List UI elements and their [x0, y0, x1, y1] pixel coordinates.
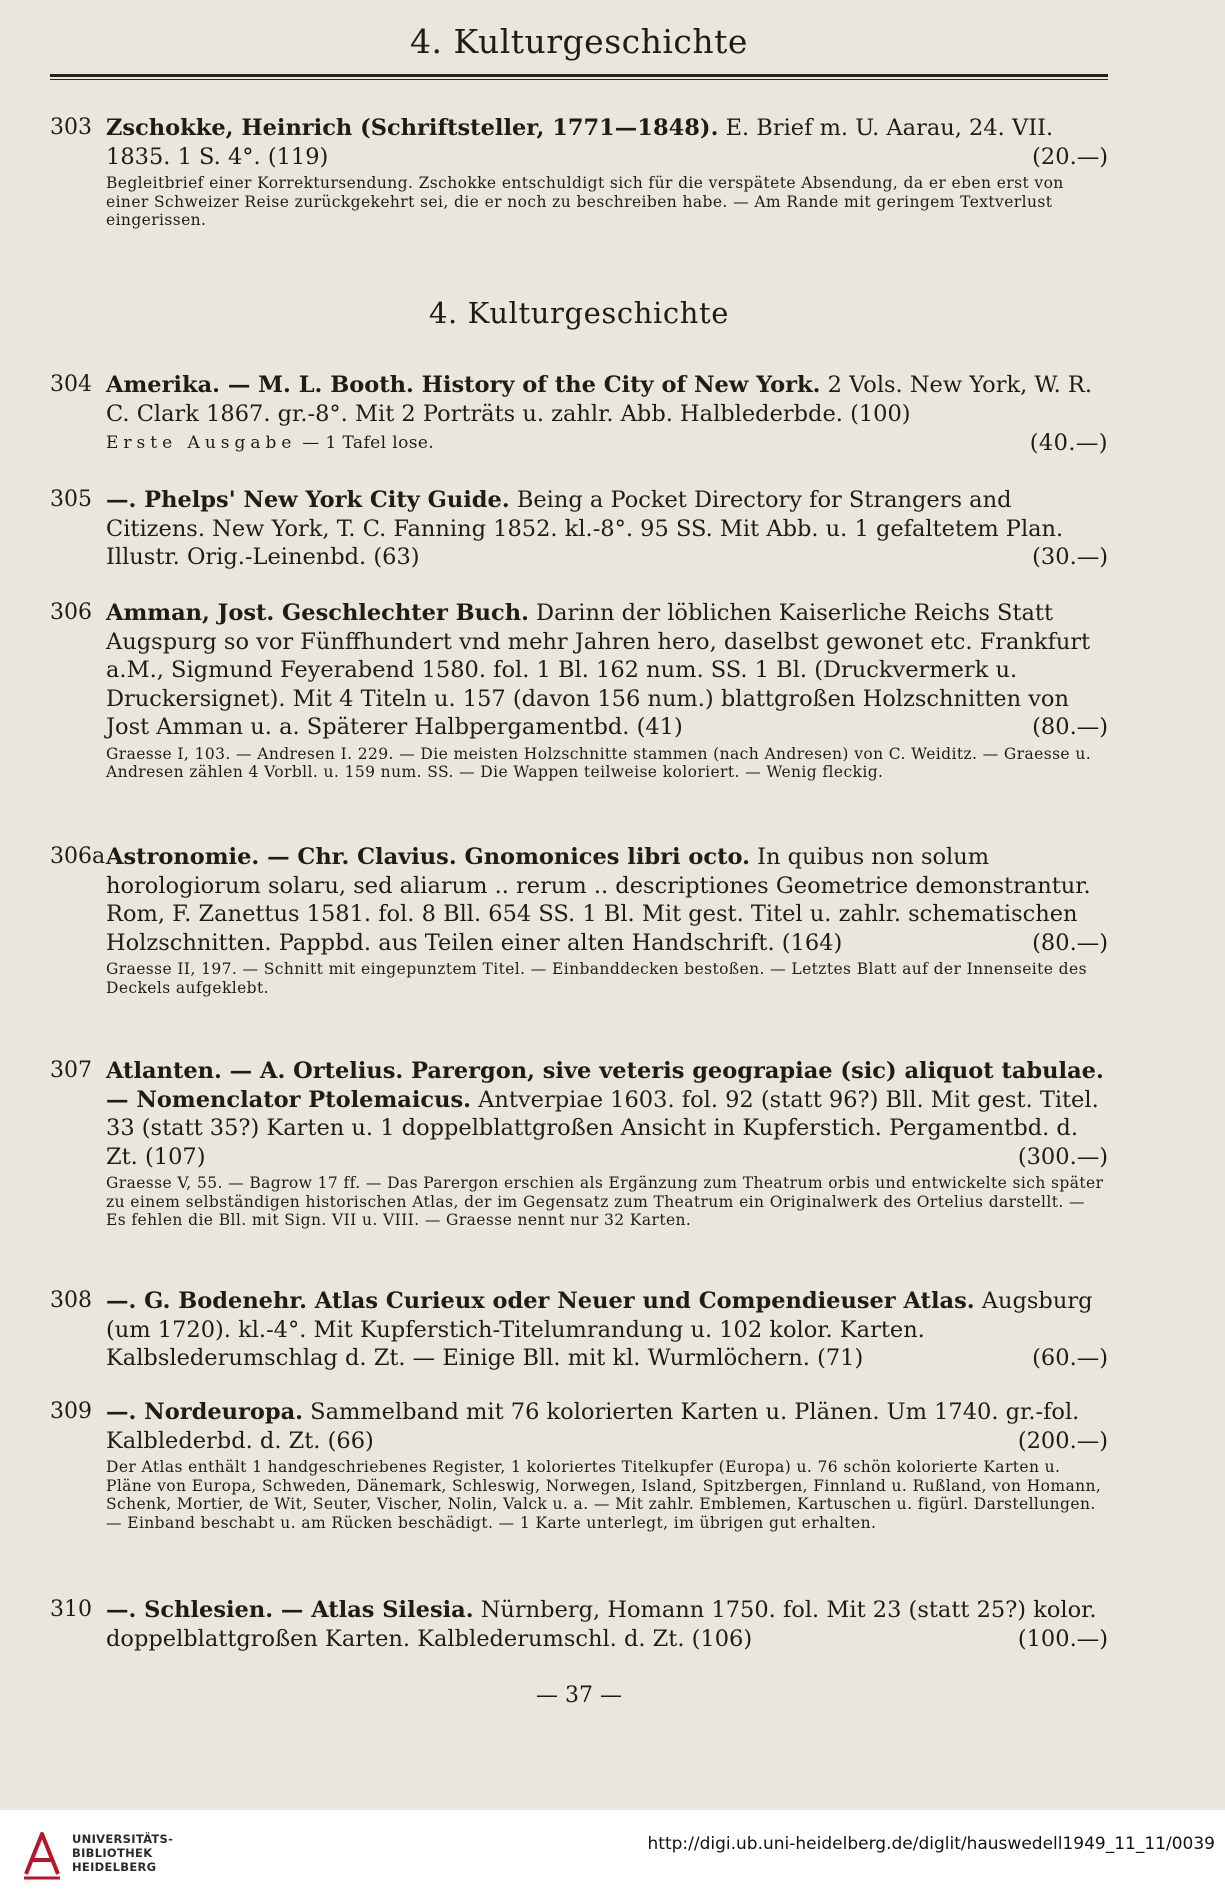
header-rule-thin	[50, 79, 1108, 80]
logo-line-1: UNIVERSITÄTS-	[72, 1832, 174, 1846]
library-footer	[0, 1810, 1225, 1899]
entry-number: 309	[50, 1399, 92, 1424]
entry-title: Amman, Jost. Geschlechter Buch.	[106, 600, 529, 626]
catalog-entry-306	[50, 599, 1108, 782]
entry-number: 307	[50, 1058, 92, 1083]
entry-description: Augsburg (um 1720). kl.-4°. Mit Kupferstich-Titelumrandung u. 102 kolor. Karten. Kalbslederumschlag d. Zt. — Einige Bll. mit kl. Wurmlöchern. (71)	[106, 1288, 1093, 1371]
entry-description: Sammelband mit 76 kolorierten Karten u. Plänen. Um 1740. gr.-fol. Kalblederbd. d. Zt. (66)	[106, 1399, 1080, 1454]
entry-description: In quibus non solum horologiorum solaru, sed aliarum .. rerum .. descriptiones Geometrice demonstrantur. Rom, F. Zanettus 1581. fol. 8 Bll. 654 SS. 1 Bl. Mit gest. Titel u. zahlr. schematischen Holzschnitten. Pappbd. aus Teilen einer alten Handschrift. (164)	[106, 844, 1091, 956]
entry-note	[106, 431, 1108, 455]
entry-price: (80.—)	[1032, 714, 1108, 740]
entry-title: —. Phelps' New York City Guide.	[106, 487, 510, 513]
entry-title: Zschokke, Heinrich (Schriftsteller, 1771—1848).	[106, 115, 719, 141]
library-logo-text	[72, 1832, 173, 1874]
entry-note: Der Atlas enthält 1 handgeschriebenes Register, 1 koloriertes Titelkupfer (Europa) u. 76 schön kolorierte Karten u. Pläne von Europa, Schweden, Dänemark, Schleswig, Norwegen, Island, Spitzbergen, Finnland u. Rußland, von Homann, Schenk, Mortier, de Wit, Seuter, Vischer, Nolin, Valck u. a. — Mit zahlr. Emblemen, Kartuschen u. figürl. Darstellungen. — Einband beschabt u. am Rücken beschädigt. — 1 Karte unterlegt, im übrigen gut erhalten.	[106, 1458, 1102, 1532]
entry-text	[106, 599, 1108, 742]
entry-note-emphasis: Erste Ausgabe	[106, 433, 297, 453]
entry-text	[106, 1057, 1108, 1171]
entry-number: 310	[50, 1597, 92, 1622]
entry-note-text: — 1 Tafel lose.	[296, 433, 435, 453]
catalog-entry-306a	[50, 843, 1108, 997]
entry-text	[106, 843, 1108, 957]
entry-text	[106, 114, 1108, 171]
entry-description: 2 Vols. New York, W. R. C. Clark 1867. gr.-8°. Mit 2 Porträts u. zahlr. Abb. Halblederbde. (100)	[106, 372, 1093, 427]
entry-description: Nürnberg, Homann 1750. fol. Mit 23 (statt 25?) kolor. doppelblattgroßen Karten. Kalblederumschl. d. Zt. (106)	[106, 1597, 1097, 1652]
entry-number: 304	[50, 372, 92, 397]
logo-line-3: HEIDELBERG	[72, 1860, 157, 1874]
catalog-entry-309	[50, 1398, 1108, 1532]
section-heading: 4. Kulturgeschichte	[429, 296, 729, 330]
entry-price: (200.—)	[1017, 1427, 1108, 1454]
entry-price: (300.—)	[1017, 1143, 1108, 1170]
entry-price: (100.—)	[1017, 1625, 1108, 1652]
entry-note: Graesse V, 55. — Bagrow 17 ff. — Das Parergon erschien als Ergänzung zum Theatrum orbis und entwickelte sich später zu einem selbständigen historischen Atlas, der im Gegensatz zum Theatrum ein Originalwerk des Ortelius darstellt. — Es fehlen die Bll. mit Sign. VII u. VIII. — Graesse nennt nur 32 Karten.	[106, 1174, 1104, 1229]
entry-description: Darinn der löblichen Kaiserliche Reichs Statt Augspurg so vor Fünffhundert vnd mehr Jahren hero, daselbst gewonet etc. Frankfurt a.M., Sigmund Feyerabend 1580. fol. 1 Bl. 162 num. SS. 1 Bl. (Druckvermerk u. Druckersignet). Mit 4 Titeln u. 157 (davon 156 num.) blattgroßen Holzschnitten von Jost Amman u. a. Späterer Halbpergamentbd. (41)	[106, 600, 1091, 740]
entry-price: (20.—)	[1032, 143, 1108, 170]
catalog-entry-307	[50, 1057, 1108, 1230]
entry-note: Begleitbrief einer Korrektursendung. Zschokke entschuldigt sich für die verspätete Absendung, da er eben erst von einer Schweizer Reise zurückgekehrt sei, die er noch zu beschreiben habe. — Am Rande mit geringem Textverlust eingerissen.	[106, 174, 1064, 229]
catalog-entry-303	[50, 114, 1108, 230]
entry-price: (80.—)	[1032, 929, 1108, 956]
entry-price: (60.—)	[1032, 1345, 1108, 1371]
entry-note: Graesse II, 197. — Schnitt mit eingepunztem Titel. — Einbanddecken bestoßen. — Letztes Blatt auf der Innenseite des Deckels aufgeklebt.	[106, 960, 1087, 997]
running-head: 4. Kulturgeschichte	[410, 22, 748, 61]
catalog-entry-305	[50, 486, 1108, 572]
entry-number: 306	[50, 600, 92, 625]
entry-title: —. Nordeuropa.	[106, 1399, 304, 1425]
source-url-link[interactable]: http://digi.ub.uni-heidelberg.de/diglit/hauswedell1949_11_11/0039	[647, 1834, 1215, 1854]
entry-title: —. Schlesien. — Atlas Silesia.	[106, 1597, 474, 1623]
entry-title: Amerika. — M. L. Booth. History of the City of New York.	[106, 372, 821, 398]
entry-description: E. Brief m. U. Aarau, 24. VII. 1835. 1 S. 4°. (119)	[106, 115, 1054, 170]
entry-text	[106, 486, 1108, 572]
entry-price: (40.—)	[1029, 430, 1108, 456]
entry-number: 306a	[50, 844, 106, 869]
library-logo-icon	[22, 1826, 62, 1882]
entry-title: Atlanten. — A. Ortelius. Parergon, sive veteris geograpiae (sic) aliquot tabulae. — Nomenclator Ptolemaicus.	[106, 1058, 1104, 1113]
entry-note: Graesse I, 103. — Andresen I. 229. — Die meisten Holzschnitte stammen (nach Andresen) von C. Weiditz. — Graesse u. Andresen zählen 4 Vorbll. u. 159 num. SS. — Die Wappen teilweise koloriert. — Wenig fleckig.	[106, 744, 1092, 781]
entry-number: 303	[50, 115, 92, 140]
entry-text	[106, 1596, 1108, 1653]
entry-title: Astronomie. — Chr. Clavius. Gnomonices libri octo.	[106, 844, 750, 870]
logo-line-2: BIBLIOTHEK	[72, 1846, 153, 1860]
catalog-entry-304	[50, 371, 1108, 455]
page-number: — 37 —	[536, 1683, 622, 1708]
entry-description: Being a Pocket Directory for Strangers and Citizens. New York, T. C. Fanning 1852. kl.-8°. 95 SS. Mit Abb. u. 1 gefaltetem Plan. Illustr. Orig.-Leinenbd. (63)	[106, 487, 1064, 570]
entry-description: Antverpiae 1603. fol. 92 (statt 96?) Bll. Mit gest. Titel. 33 (statt 35?) Karten u. 1 doppelblattgroßen Ansicht in Kupferstich. Pergamentbd. d. Zt. (107)	[106, 1086, 1099, 1170]
entry-text	[106, 1398, 1108, 1455]
header-rule	[50, 74, 1108, 77]
entry-price: (30.—)	[1032, 544, 1108, 570]
entry-text	[106, 371, 1108, 428]
entry-number: 308	[50, 1288, 92, 1313]
catalog-entry-308	[50, 1287, 1108, 1373]
entry-number: 305	[50, 487, 92, 512]
catalog-entry-310	[50, 1596, 1108, 1653]
entry-text	[106, 1287, 1108, 1373]
entry-title: —. G. Bodenehr. Atlas Curieux oder Neuer und Compendieuser Atlas.	[106, 1288, 975, 1314]
